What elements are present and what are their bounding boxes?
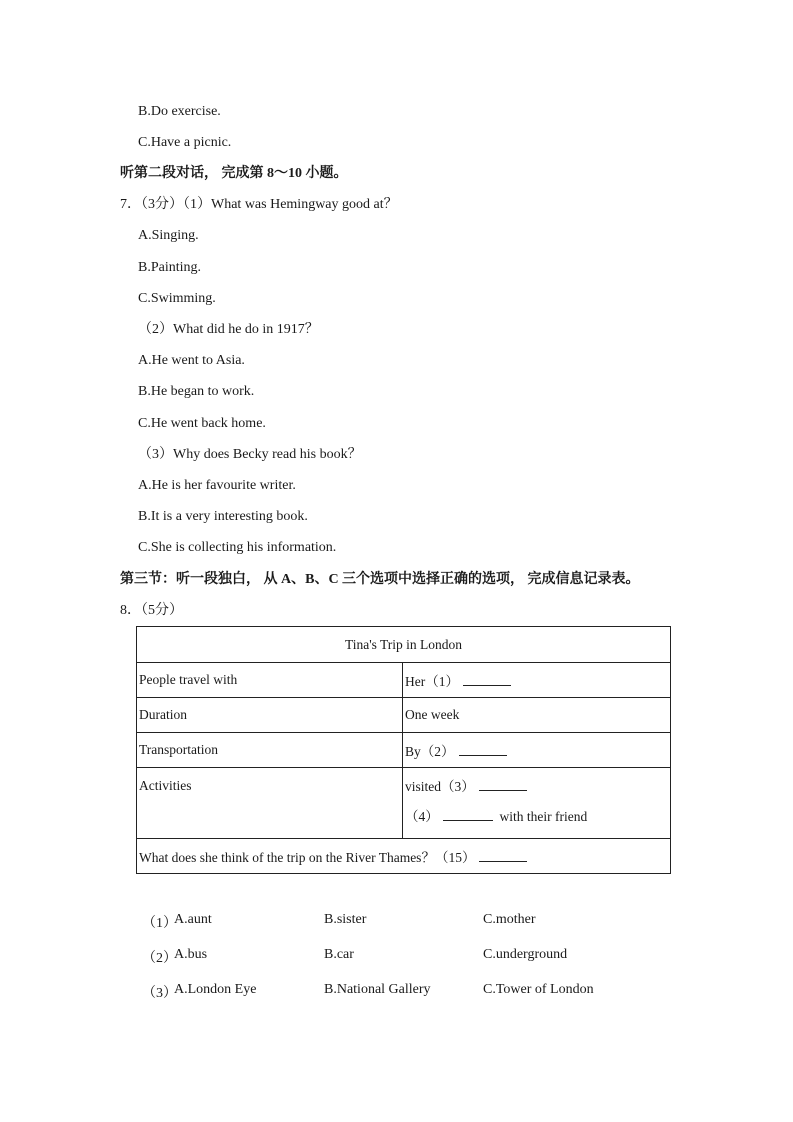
- answer-blank-15[interactable]: [479, 849, 527, 862]
- activity-2-prefix: （4）: [405, 809, 439, 824]
- table-row: [137, 663, 671, 698]
- row-value-transportation: By（2）: [403, 733, 671, 768]
- q7-2-option-b: B.He began to work.: [138, 384, 255, 399]
- row-label-transportation: Transportation: [137, 733, 403, 768]
- q7-3-option-b: B.It is a very interesting book.: [138, 509, 308, 524]
- option-a: A.aunt: [174, 912, 212, 927]
- table-title: Tina's Trip in London: [137, 627, 671, 663]
- option-num: （3）: [142, 986, 177, 1001]
- option-c: C.underground: [483, 947, 568, 962]
- row-label-activities: Activities: [137, 768, 403, 839]
- row-thames-question: What does she think of the trip on the River Thames？（15）: [137, 839, 671, 874]
- table-row: [137, 768, 671, 839]
- row-label-duration: Duration: [137, 698, 403, 733]
- q7-2-option-c: C.He went back home.: [138, 416, 266, 431]
- option-num: （2）: [142, 951, 177, 966]
- q8-header: 8．（5分）: [120, 603, 183, 618]
- q7-3-option-c: C.She is collecting his information.: [138, 540, 337, 555]
- option-b: B.sister: [324, 912, 367, 927]
- option-c: C.mother: [483, 912, 536, 927]
- table-row: [137, 839, 671, 874]
- table-row: [137, 698, 671, 733]
- option-a: A.London Eye: [174, 982, 257, 997]
- section3-instruction: 第三节：听一段独白， 从 A、B、C 三个选项中选择正确的选项， 完成信息记录表。: [120, 572, 640, 587]
- q7-2-option-a: A.He went to Asia.: [138, 353, 245, 368]
- row-value-people: Her（1）: [403, 663, 671, 698]
- row-value-activities: [403, 768, 671, 839]
- table-row: [137, 733, 671, 768]
- section2-instruction: 听第二段对话， 完成第 8～10 小题。: [120, 166, 348, 181]
- option-b: B.National Gallery: [324, 982, 431, 997]
- answer-blank-3[interactable]: [479, 778, 527, 791]
- q6-option-c: C.Have a picnic.: [138, 135, 232, 150]
- q7-3-option-a: A.He is her favourite writer.: [138, 478, 296, 493]
- option-a: A.bus: [174, 947, 208, 962]
- row-value-duration: One week: [403, 698, 671, 733]
- q6-option-b: B.Do exercise.: [138, 104, 221, 119]
- option-c: C.Tower of London: [483, 982, 594, 997]
- q7-3-question: （3）Why does Becky read his book？: [138, 447, 362, 462]
- activity-2-suffix: with their friend: [499, 809, 588, 824]
- trip-info-table: [136, 626, 671, 874]
- activity-1-text: visited（3）: [405, 779, 475, 794]
- q7-header: 7．（3分）（1）What was Hemingway good at？: [120, 197, 398, 212]
- q7-2-question: （2）What did he do in 1917？: [138, 322, 319, 337]
- option-num: （1）: [142, 916, 177, 931]
- row-label-people: People travel with: [137, 663, 403, 698]
- q7-1-option-a: A.Singing.: [138, 228, 199, 243]
- answer-blank-1[interactable]: [463, 673, 511, 686]
- q7-1-option-b: B.Painting.: [138, 260, 202, 275]
- option-b: B.car: [324, 947, 354, 962]
- q7-1-option-c: C.Swimming.: [138, 291, 216, 306]
- answer-blank-2[interactable]: [459, 743, 507, 756]
- answer-blank-4[interactable]: [443, 808, 493, 821]
